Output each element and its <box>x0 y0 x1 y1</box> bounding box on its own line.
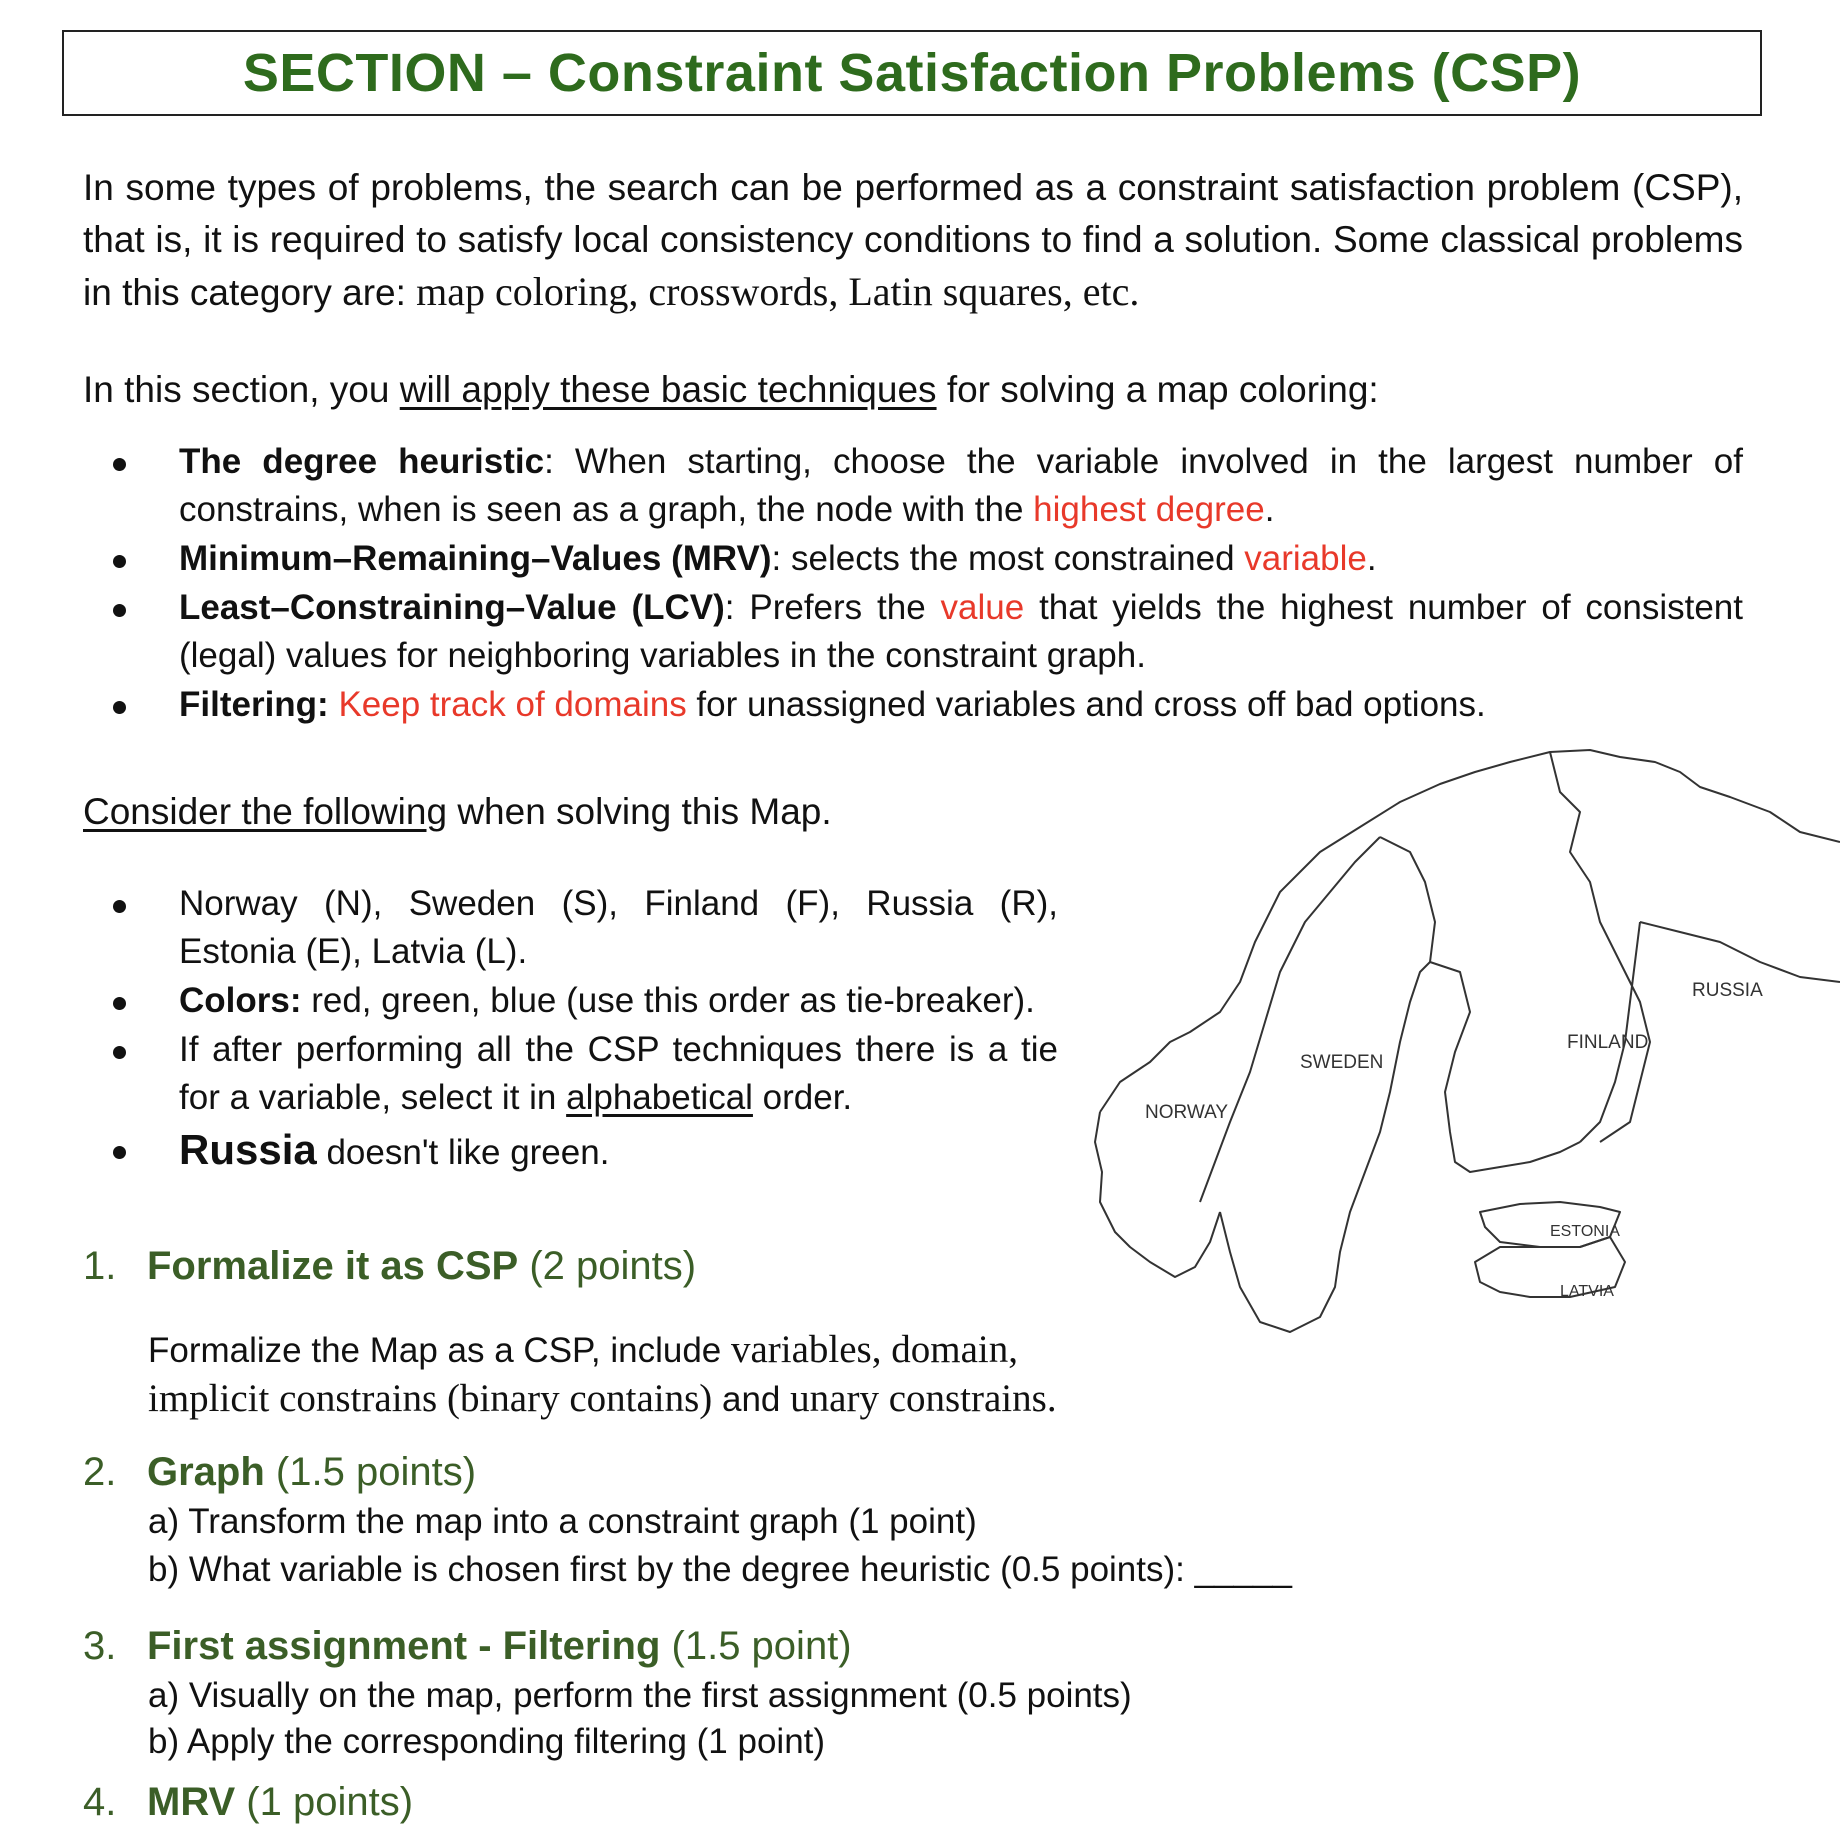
condition-text-end: order. <box>752 1078 853 1117</box>
techniques-intro-tail: for solving a map coloring: <box>936 369 1379 410</box>
map-label-estonia: ESTONIA <box>1550 1223 1620 1240</box>
intro-examples: map coloring, crosswords, Latin squares, etc. <box>416 269 1140 314</box>
consider-rest: when solving this Map. <box>447 791 832 832</box>
map-label-latvia: LATVIA <box>1560 1283 1614 1300</box>
question-title: MRV <box>147 1780 236 1824</box>
question-number: 4. <box>83 1780 117 1824</box>
techniques-list <box>83 438 1743 730</box>
map-label-finland: FINLAND <box>1567 1032 1649 1053</box>
question-3b: b) Apply the corresponding filtering (1 point) <box>148 1722 826 1761</box>
q1-text: Formalize the Map as a CSP, include <box>148 1331 731 1370</box>
question-points: (1.5 point) <box>660 1624 852 1668</box>
question-points: (2 points) <box>518 1244 697 1288</box>
sweden-finland-border <box>1380 837 1435 962</box>
q1-serif-2: implicit constrains (binary contains) <box>148 1377 713 1420</box>
question-4-heading <box>83 1776 413 1828</box>
intro-paragraph <box>83 162 1743 319</box>
technique-highlight: variable <box>1244 539 1367 578</box>
condition-term: Colors: <box>179 981 302 1020</box>
question-number: 2. <box>83 1450 117 1494</box>
technique-desc-end: for unassigned variables and cross off bad options. <box>686 685 1486 724</box>
map-label-russia: RUSSIA <box>1692 980 1763 1001</box>
technique-mrv <box>83 535 1743 583</box>
question-points: (1 points) <box>235 1780 414 1824</box>
technique-desc-end: . <box>1264 490 1275 529</box>
intro-text: In some types of problems, the search can be performed as a constraint satisfaction problem (CSP), that is, it is required to satisfy local consistency conditions to find a solution. Some classical problems in this category are: <box>83 167 1743 313</box>
technique-desc-end: that yields the highest number of consistent (legal) values for neighboring variables in the constraint graph. <box>179 588 1743 675</box>
condition-russia <box>83 1126 1058 1177</box>
scandinavia-map <box>1080 742 1840 1342</box>
consider-underlined: Consider the following <box>83 791 448 832</box>
condition-text: red, green, blue (use this order as tie-breaker). <box>301 981 1035 1020</box>
techniques-intro <box>83 364 1743 416</box>
technique-term: Minimum–Remaining–Values (MRV) <box>179 539 772 578</box>
technique-desc: : When starting, choose the variable involved in the largest number of constrains, when is seen as a graph, the node with the <box>179 442 1743 529</box>
condition-variables <box>83 880 1058 976</box>
q1-serif-1: variables, domain, <box>730 1328 1018 1371</box>
technique-lcv <box>83 584 1743 680</box>
technique-term: Filtering: <box>179 685 329 724</box>
coastline-outline <box>1100 750 1840 1112</box>
question-3a: a) Visually on the map, perform the first assignment (0.5 points) <box>148 1676 1132 1715</box>
condition-text: doesn't like green. <box>316 1133 610 1172</box>
techniques-intro-underlined: will apply these basic techniques <box>399 369 937 410</box>
question-number: 3. <box>83 1624 117 1668</box>
question-2a: a) Transform the map into a constraint graph (1 point) <box>148 1502 977 1541</box>
bothnia-coast <box>1430 962 1580 1172</box>
russia-east-coast <box>1640 922 1840 982</box>
condition-text: If after performing all the CSP techniques there is a tie for a variable, select it in <box>179 1030 1058 1117</box>
map-label-sweden: SWEDEN <box>1300 1052 1384 1073</box>
finland-russia-border <box>1550 752 1650 1142</box>
question-points: (1.5 points) <box>264 1450 477 1494</box>
norway-coast <box>1095 1112 1220 1277</box>
question-3-heading <box>83 1620 852 1672</box>
map-label-norway: NORWAY <box>1145 1102 1229 1123</box>
condition-text: Norway (N), Sweden (S), Finland (F), Russia (R), Estonia (E), Latvia (L). <box>179 884 1058 971</box>
techniques-intro-text: In this section, you <box>83 369 400 410</box>
q1-serif-3: unary constrains. <box>790 1377 1057 1420</box>
technique-filtering <box>83 681 1743 729</box>
technique-desc: : Prefers the <box>724 588 941 627</box>
technique-highlight: value <box>940 588 1025 627</box>
technique-term: Least–Constraining–Value (LCV) <box>179 588 725 627</box>
section-title-box <box>62 30 1762 116</box>
technique-highlight: highest degree <box>1033 490 1265 529</box>
technique-highlight: Keep track of domains <box>338 685 687 724</box>
question-1-text <box>148 1326 1188 1424</box>
sweden-coast <box>1220 962 1430 1332</box>
condition-underlined: alphabetical <box>566 1078 753 1117</box>
q1-text-and: and <box>712 1380 791 1419</box>
technique-desc: : selects the most constrained <box>771 539 1245 578</box>
technique-desc-end: . <box>1366 539 1377 578</box>
question-2b: b) What variable is chosen first by the degree heuristic (0.5 points): _____ <box>148 1550 1292 1589</box>
norway-sweden-border <box>1200 837 1380 1202</box>
technique-desc <box>329 685 339 724</box>
section-title: SECTION – Constraint Satisfaction Problems (CSP) <box>242 43 1582 103</box>
condition-tie <box>83 1026 1058 1122</box>
question-title: Graph <box>147 1450 265 1494</box>
question-number: 1. <box>83 1244 117 1288</box>
question-2-heading <box>83 1446 476 1498</box>
question-title: First assignment - Filtering <box>147 1624 661 1668</box>
condition-colors <box>83 977 1058 1025</box>
question-1-heading <box>83 1240 696 1292</box>
question-title: Formalize it as CSP <box>147 1244 519 1288</box>
condition-russia-word: Russia <box>179 1126 317 1173</box>
conditions-list <box>83 880 1058 1178</box>
technique-degree <box>83 438 1743 534</box>
technique-term: The degree heuristic <box>179 442 545 481</box>
